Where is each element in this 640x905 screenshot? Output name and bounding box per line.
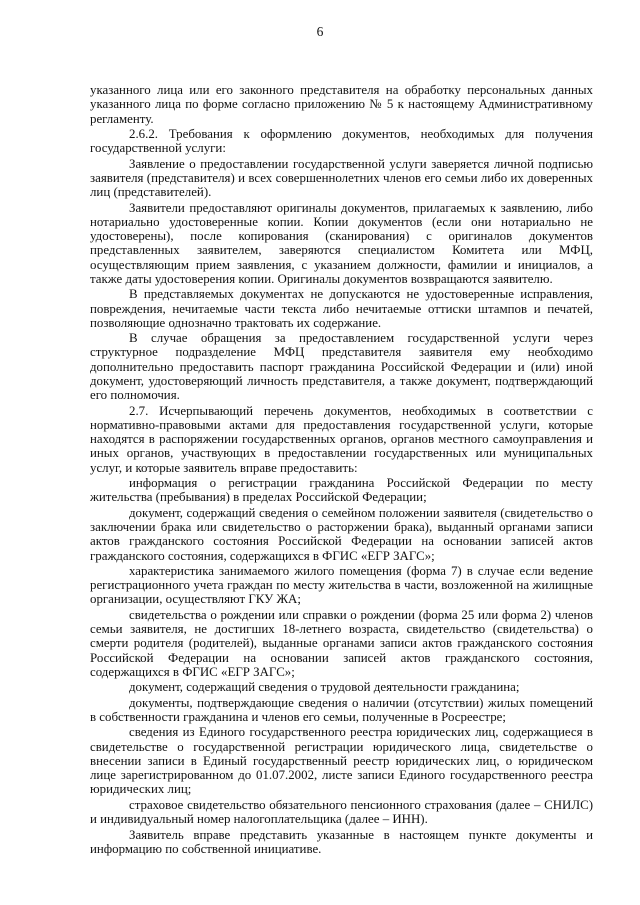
- list-item-employment-info: документ, содержащий сведения о трудовой деятельности гражданина;: [129, 680, 520, 695]
- list-item-property-info: документы, подтверждающие сведения о наличии (отсутствии) жилых помещений в собственности гражданина и членов его семьи, полученные в Росреестре;: [90, 695, 593, 724]
- paragraph-own-initiative: Заявитель вправе представить указанные в настоящем пункте документы и информацию по собственной инициативе.: [90, 827, 593, 856]
- paragraph-originals-copies: Заявители предоставляют оригиналы документов, прилагаемых к заявлению, либо нотариально удостоверенные копии. Копии документов (если они нотариально не удостоверены), после копирования (сканирования) с оригиналов документов представленных заявителем, заверяются специалистом Комитета или МФЦ, осуществляющим прием заявления, с указанием должности, фамилии и инициалов, а также даты удостоверения копии. Оригиналы документов возвращаются заявителю.: [90, 200, 593, 286]
- list-item-snils-inn: страховое свидетельство обязательного пенсионного страхования (далее – СНИЛС) и индивидуальный номер налогоплательщика (далее – ИНН).: [90, 797, 593, 827]
- paragraph-section-2-7: 2.7. Исчерпывающий перечень документов, необходимых в соответствии с нормативно-правовыми актами для предоставления государственной услуги, которые находятся в распоряжении государственных органов, органов местного самоуправления и иных органов, участвующих в предоставлении государственных или муниципальных услуг, и которые заявитель вправе предоставить:: [90, 403, 593, 475]
- paragraph-application-signature: Заявление о предоставлении государственной услуги заверяется личной подписью заявителя (представителя) и всех совершеннолетних членов его семьи либо их доверенных лиц (представителей).: [90, 156, 593, 200]
- page-body: [90, 83, 593, 857]
- list-item-registration-info: информация о регистрации гражданина Российской Федерации по месту жительства (пребывания) в пределах Российской Федерации;: [90, 476, 593, 505]
- paragraph-consent-continuation: указанного лица или его законного представителя на обработку персональных данных указанного лица по форме согласно приложению № 5 к настоящему Административному регламенту.: [90, 83, 593, 126]
- list-item-legal-entities-registry: сведения из Единого государственного реестра юридических лиц, содержащиеся в свидетельстве о государственной регистрации юридического лица, свидетельстве о внесении записи в Единый государственный реестр юридических лиц, о юридическом лице зарегистрированном до 01.07.2002, листе записи Единого государственного реестра юридических лиц;: [90, 725, 593, 797]
- paragraph-representative-mfc: В случае обращения за предоставлением государственной услуги через структурное подразделение МФЦ представителя заявителя ему необходимо дополнительно предоставить паспорт гражданина Российской Федерации и (или) иной документ, удостоверяющий личность представителя, а также документ, подтверждающий его полномочия.: [90, 331, 593, 403]
- list-item-marital-status: документ, содержащий сведения о семейном положении заявителя (свидетельство о заключении брака или свидетельство о расторжении брака), выданный органами записи актов гражданского состояния Российской Федерации на основании записей актов гражданского состояния, содержащихся в ФГИС «ЕГР ЗАГС»;: [90, 505, 593, 563]
- page-number: 6: [316, 24, 324, 39]
- paragraph-section-2-6-2: 2.6.2. Требования к оформлению документов, необходимых для получения государственной услуги:: [90, 126, 593, 156]
- list-item-birth-certificates: свидетельства о рождении или справки о рождении (форма 25 или форма 2) членов семьи заявителя, не достигших 18-летнего возраста, свидетельство (свидетельства) о смерти родителя (родителей), выданные органами записи актов гражданского состояния Российской Федерации на основании записей актов гражданского состояния, содержащихся в ФГИС «ЕГР ЗАГС»;: [90, 607, 593, 679]
- list-item-housing-characteristic: характеристика занимаемого жилого помещения (форма 7) в случае если ведение регистрационного учета граждан по месту жительства в части, возложенной на жилищные организации, осуществляют ГКУ ЖА;: [90, 563, 593, 607]
- paragraph-no-corrections: В представляемых документах не допускаются не удостоверенные исправления, повреждения, нечитаемые части текста либо нечитаемые оттиски штампов и печатей, позволяющие однозначно трактовать их содержание.: [90, 287, 593, 330]
